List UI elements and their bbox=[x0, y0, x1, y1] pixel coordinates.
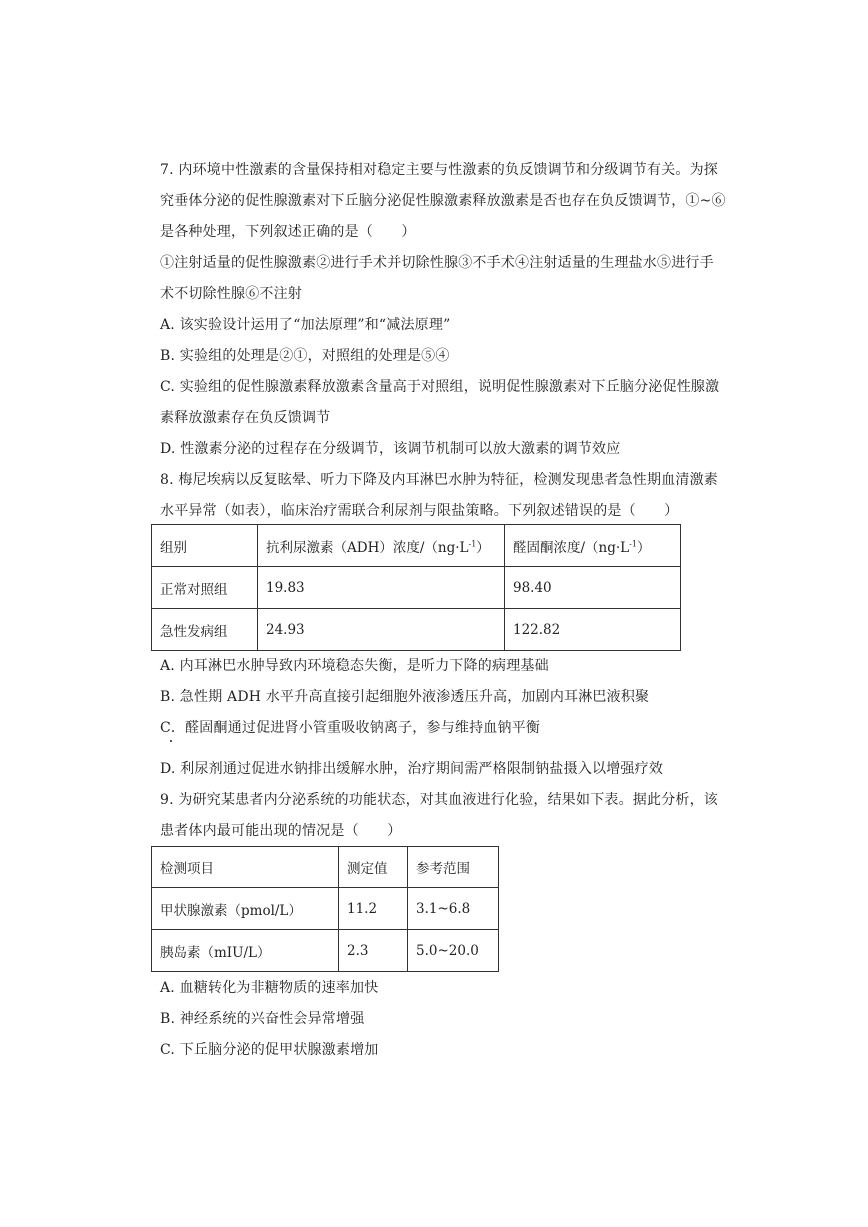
q8-stem-line-2: 水平异常（如表），临床治疗需联合利尿剂与限盐策略。下列叙述错误的是（ ） bbox=[160, 503, 679, 519]
q7-option-c-line-1: C. 实验组的促性腺激素释放激素含量高于对照组，说明促性腺激素对下丘脑分泌促性腺激 bbox=[160, 379, 720, 395]
table-header-cell: 参考范围 bbox=[408, 847, 499, 888]
q7-stem-line-1: 7. 内环境中性激素的含量保持相对稳定主要与性激素的负反馈调节和分级调节有关。为探 bbox=[160, 162, 719, 178]
q9-option-a: A. 血糖转化为非糖物质的速率加快 bbox=[160, 980, 379, 996]
table-row bbox=[152, 609, 681, 651]
table-cell: 正常对照组 bbox=[152, 567, 258, 609]
q9-stem-line-2: 患者体内最可能出现的情况是（ ） bbox=[160, 823, 402, 839]
q8-option-d: D. 利尿剂通过促进水钠排出缓解水肿，治疗期间需严格限制钠盐摄入以增强疗效 bbox=[160, 761, 664, 777]
table-header-cell: 测定值 bbox=[339, 847, 408, 888]
table-header-row bbox=[152, 525, 681, 567]
table-row bbox=[152, 888, 499, 930]
table-cell: 3.1~6.8 bbox=[408, 888, 499, 930]
q7-treatments-line-2: 术不切除性腺⑥不注射 bbox=[160, 286, 302, 302]
table-header-cell: 组别 bbox=[152, 525, 258, 567]
table-cell: 胰岛素（mIU/L） bbox=[152, 930, 339, 972]
table-header-cell: 醛固酮浓度$/(ng\cdot L^{-1})$ bbox=[505, 525, 681, 567]
table-cell: 11.2 bbox=[339, 888, 408, 930]
table-cell: 5.0~20.0 bbox=[408, 930, 499, 972]
q8-hormone-table bbox=[151, 524, 681, 651]
table-row bbox=[152, 930, 499, 972]
stray-mark bbox=[170, 740, 172, 742]
q9-lab-table bbox=[151, 846, 499, 972]
q7-stem-line-2: 究垂体分泌的促性腺激素对下丘脑分泌促性腺激素释放激素是否也存在负反馈调节，①~⑥ bbox=[160, 193, 726, 209]
q8-option-a: A. 内耳淋巴水肿导致内环境稳态失衡，是听力下降的病理基础 bbox=[160, 658, 549, 674]
q9-option-b: B. 神经系统的兴奋性会异常增强 bbox=[160, 1011, 365, 1027]
table-header-row bbox=[152, 847, 499, 888]
q7-stem-line-3: 是各种处理，下列叙述正确的是（ ） bbox=[160, 224, 416, 240]
q7-option-c-line-2: 素释放激素存在负反馈调节 bbox=[160, 410, 331, 426]
table-cell: 24.93 bbox=[258, 609, 505, 651]
table-cell: 122.82 bbox=[505, 609, 681, 651]
table-cell: 甲状腺激素（pmol/L） bbox=[152, 888, 339, 930]
q8-stem-line-1: 8. 梅尼埃病以反复眩晕、听力下降及内耳淋巴水肿为特征，检测发现患者急性期血清激素 bbox=[160, 472, 719, 488]
table-cell: 19.83 bbox=[258, 567, 505, 609]
q7-option-a: A. 该实验设计运用了“加法原理”和“减法原理” bbox=[160, 317, 451, 333]
table-header-cell: 检测项目 bbox=[152, 847, 339, 888]
q7-option-b: B. 实验组的处理是②①，对照组的处理是⑤④ bbox=[160, 348, 450, 364]
table-cell: 98.40 bbox=[505, 567, 681, 609]
table-row bbox=[152, 567, 681, 609]
q7-option-d: D. 性激素分泌的过程存在分级调节，该调节机制可以放大激素的调节效应 bbox=[160, 441, 621, 457]
table-cell: 急性发病组 bbox=[152, 609, 258, 651]
table-cell: 2.3 bbox=[339, 930, 408, 972]
q8-option-b: B. 急性期 ADH 水平升高直接引起细胞外液渗透压升高，加剧内耳淋巴液积聚 bbox=[160, 689, 650, 705]
q8-option-c: C．醛固酮通过促进肾小管重吸收钠离子，参与维持血钠平衡 bbox=[160, 720, 541, 736]
q9-stem-line-1: 9. 为研究某患者内分泌系统的功能状态，对其血液进行化验，结果如下表。据此分析，该 bbox=[160, 792, 719, 808]
q9-option-c: C. 下丘脑分泌的促甲状腺激素增加 bbox=[160, 1042, 379, 1058]
table-header-cell: 抗利尿激素（ADH）浓度$/(ng\cdot L^{-1})$ bbox=[258, 525, 505, 567]
q7-treatments-line-1: ①注射适量的促性腺激素②进行手术并切除性腺③不手术④注射适量的生理盐水⑤进行手 bbox=[160, 255, 714, 271]
